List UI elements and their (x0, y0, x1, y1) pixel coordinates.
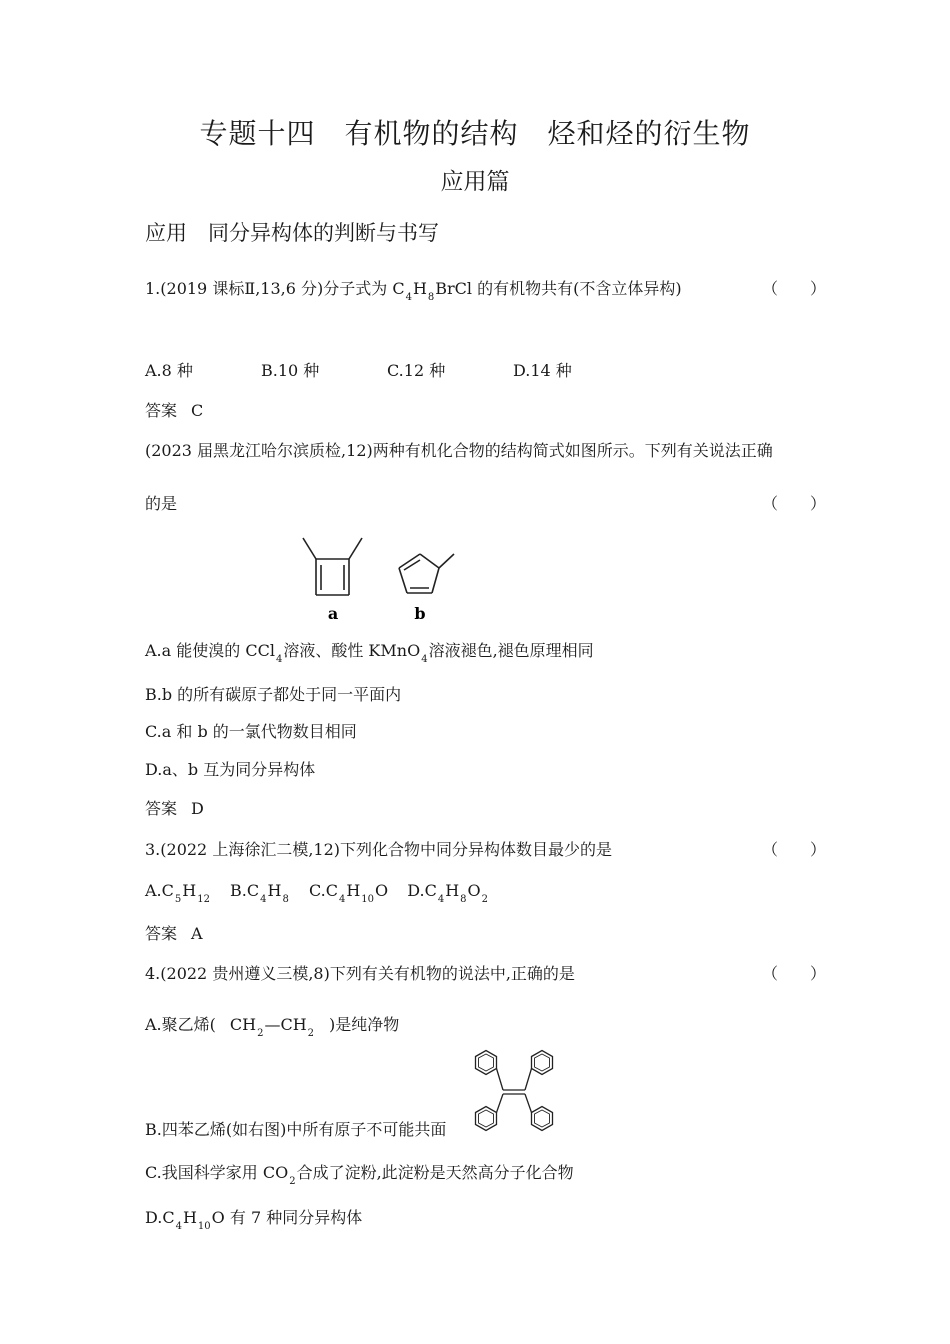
q3-stem: 3.(2022 上海徐汇二模,12)下列化合物中同分异构体数目最少的是 (145, 840, 613, 859)
q3-option-d: $D.C_4H_8O_2$ (407, 881, 489, 905)
q3-option-c: $C.C_4H_{10}O$ (308, 881, 389, 905)
q4-option-d: $D.C_4H_{10}O$ 有 7 种同分异构体 (145, 1208, 363, 1232)
q1-stem: 1.(2019 课标Ⅱ,13,6 分)分子式为 $C_4H_8BrCl$ 的有机物共有(不含立体异构) (145, 279, 682, 303)
structure-a-diagram (295, 530, 375, 625)
page-subtitle: 应用篇 (440, 169, 510, 195)
q2-option-c: C.a 和 b 的一氯代物数目相同 (145, 722, 357, 741)
q1-answer-blank: （ ） (762, 279, 827, 298)
q1-option-b: B.10 种 (261, 361, 320, 380)
q2-option-d: D.a、b 互为同分异构体 (145, 760, 316, 779)
q2-stem-line2: 的是 (145, 494, 178, 513)
q3-option-a: $A.C_5H_{12}$ (145, 881, 210, 905)
q1-option-c: C.12 种 (387, 361, 446, 380)
q1-answer: 答案 C (145, 401, 204, 420)
structure-a-label: a (327, 604, 339, 623)
structure-b-diagram (390, 548, 460, 626)
q2-option-b: B.b 的所有碳原子都处于同一平面内 (145, 685, 402, 704)
section-heading: 应用 同分异构体的判断与书写 (145, 221, 439, 245)
q2-stem-line1: (2023 届黑龙江哈尔滨质检,12)两种有机化合物的结构简式如图所示。下列有关说法正确 (145, 441, 773, 460)
q3-options (145, 881, 489, 905)
q1-option-a: A.8 种 (145, 361, 193, 380)
q4-option-c: C.我国科学家用 $CO_2$合成了淀粉,此淀粉是天然高分子化合物 (145, 1163, 574, 1187)
q1-option-d: D.14 种 (513, 361, 572, 380)
q4-answer-blank: （ ） (762, 964, 827, 983)
q3-option-b: $B.C_4H_8$ (230, 881, 289, 905)
q3-answer-blank: （ ） (762, 840, 827, 859)
q4-option-b: B.四苯乙烯(如右图)中所有原子不可能共面 (145, 1120, 447, 1139)
q2-answer-blank: （ ） (762, 494, 827, 513)
tetraphenylethylene-diagram (462, 1045, 577, 1137)
structure-b-label: b (414, 604, 426, 623)
q3-answer: 答案 A (145, 924, 203, 943)
page-title: 专题十四 有机物的结构 烃和烃的衍生物 (199, 117, 751, 150)
q2-answer: 答案 D (145, 799, 204, 818)
q4-option-a: A.聚乙烯( $CH_2—CH_2$ )是纯净物 (145, 1015, 400, 1039)
q2-option-a: A.a 能使溴的 CCl$_4$溶液、酸性 KMnO$_4$溶液褪色,褪色原理相同 (145, 641, 594, 665)
q4-stem: 4.(2022 贵州遵义三模,8)下列有关有机物的说法中,正确的是 (145, 964, 575, 983)
